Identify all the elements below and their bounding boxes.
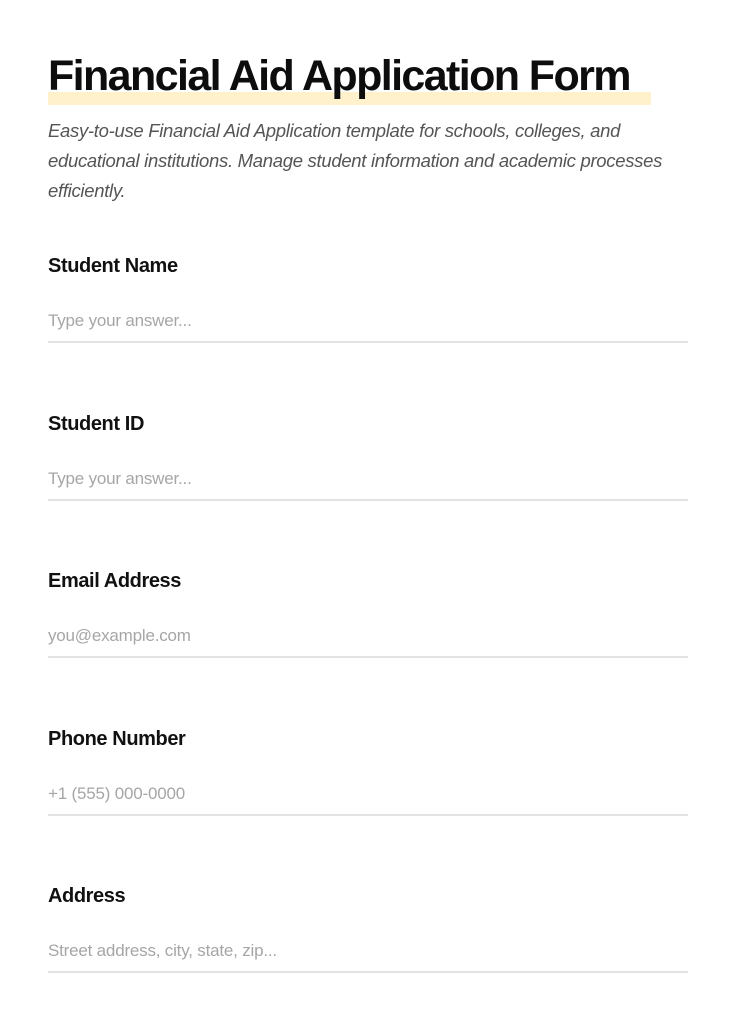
field-label-student-name: Student Name (48, 255, 178, 277)
title-block (48, 52, 630, 100)
field-label-address: Address (48, 885, 126, 907)
email-input[interactable] (48, 624, 688, 658)
field-label-email-address: Email Address (48, 570, 182, 592)
student-name-input[interactable] (48, 309, 688, 343)
field-address (48, 883, 688, 973)
field-student-name (48, 253, 688, 343)
page-title: Financial Aid Application Form (48, 52, 630, 100)
field-phone-number (48, 726, 688, 816)
form-description: Easy-to-use Financial Aid Application template for schools, colleges, and educational institutions. Manage student information and academic processes efficiently. (48, 120, 663, 201)
field-label-phone-number: Phone Number (48, 728, 186, 750)
field-email-address (48, 568, 688, 658)
field-label-student-id: Student ID (48, 413, 144, 435)
field-student-id (48, 411, 688, 501)
student-id-input[interactable] (48, 467, 688, 501)
address-input[interactable] (48, 939, 688, 973)
phone-input[interactable] (48, 782, 688, 816)
